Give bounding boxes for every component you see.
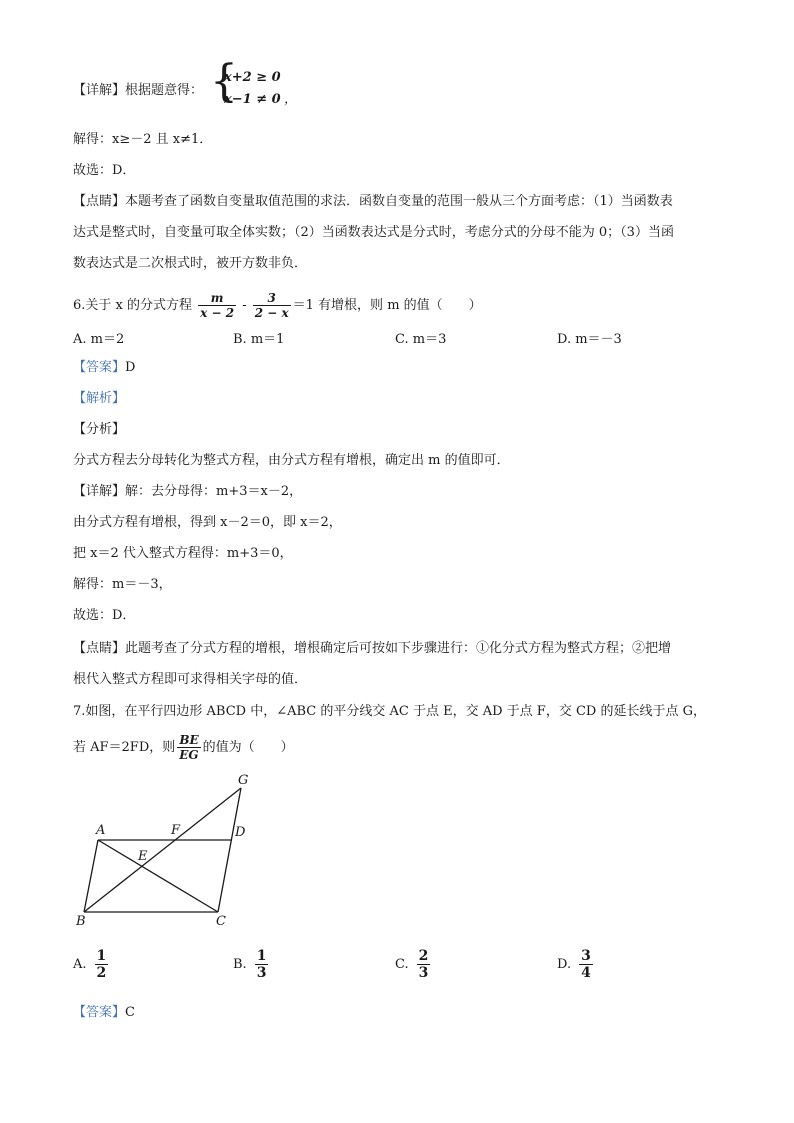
q6-f1-den: x − 2 <box>200 306 235 320</box>
q6-option-d[interactable]: D. m＝－3 <box>557 332 622 347</box>
q7-option-b-frac <box>255 948 269 981</box>
q7-options <box>73 948 713 988</box>
comment-tag: 【点睛】 <box>73 194 126 209</box>
q7-option-c[interactable] <box>395 948 430 981</box>
q7-option-b-den: 3 <box>256 965 267 981</box>
q6-f2-num: 3 <box>253 291 291 306</box>
q6-step-2: 把 x＝2 代入整式方程得：m+3＝0， <box>73 546 293 561</box>
label-d: D <box>235 825 246 840</box>
detail-line-1 <box>73 82 203 100</box>
q7-l2-post: 的值为（ ） <box>202 740 294 755</box>
question-6 <box>73 288 482 324</box>
q6-option-a[interactable]: A. m＝2 <box>73 332 125 347</box>
q7-option-d-frac <box>579 948 593 981</box>
q6-comment-2: 根代入整式方程即可求得相关字母的值． <box>73 672 308 687</box>
q6-detail-tag: 【详解】 <box>73 484 126 499</box>
q6-prefix: 6.关于 x 的分式方程 <box>73 298 192 313</box>
choose-line: 故选：D． <box>73 163 136 178</box>
comment-text-1: 本题考查了函数自变量取值范围的求法．函数自变量的范围一般从三个方面考虑：（1）当函数表 <box>125 194 673 209</box>
system-tail: ， <box>284 92 298 107</box>
q7-option-a-frac <box>95 948 109 981</box>
question-7-line-1: 7.如图，在平行四边形 ABCD 中，∠ABC 的平分线交 AC 于点 E，交 AD 于点 F，交 CD 的延长线于点 G， <box>73 704 706 719</box>
label-f: F <box>171 823 181 838</box>
q6-step-1: 由分式方程有增根，得到 x－2＝0，即 x＝2， <box>73 515 342 530</box>
q6-fenxi: 分式方程去分母转化为整式方程，由分式方程有增根，确定出 m 的值即可． <box>73 453 510 468</box>
q7-option-d-num: 3 <box>581 948 591 964</box>
q7-answer <box>73 1004 135 1022</box>
q6-detail-text: 解：去分母得：m+3＝x－2， <box>125 484 303 499</box>
q7-fraction <box>177 733 200 762</box>
detail-text: 根据题意得： <box>125 83 204 98</box>
segment-bg <box>84 788 241 912</box>
q7-answer-value: C <box>125 1005 135 1020</box>
question-7-line-2 <box>73 730 294 766</box>
q6-comment-1 <box>73 640 671 658</box>
q6-option-c[interactable]: C. m＝3 <box>395 332 447 347</box>
q7-frac-num: BE <box>177 733 200 748</box>
q7-option-c-num: 2 <box>418 948 429 964</box>
q7-option-a-letter: A. <box>73 957 87 972</box>
segment-ac <box>98 840 218 912</box>
q6-step-4: 故选：D． <box>73 608 136 623</box>
q6-fraction-1 <box>198 291 236 320</box>
q6-step-3: 解得：m＝－3， <box>73 577 172 592</box>
q7-answer-tag: 【答案】 <box>73 1005 126 1020</box>
label-e: E <box>138 849 148 864</box>
segment-cg <box>218 788 241 912</box>
q7-l2-pre: 若 AF＝2FD，则 <box>73 740 176 755</box>
q6-options <box>73 328 713 348</box>
q6-option-b[interactable]: B. m＝1 <box>233 332 285 347</box>
q7-option-c-frac <box>417 948 431 981</box>
system-eq-1: x+2 ≥ 0 <box>224 70 281 85</box>
q6-suffix: ＝1 有增根，则 m 的值（ ） <box>292 298 482 313</box>
q7-option-d-letter: D. <box>557 957 572 972</box>
q7-option-a-num: 1 <box>96 948 107 964</box>
q7-option-c-den: 3 <box>418 965 429 981</box>
q7-option-b-letter: B. <box>233 957 247 972</box>
q7-option-a-den: 2 <box>96 965 107 981</box>
q7-option-b-num: 1 <box>256 948 267 964</box>
q7-option-d-den: 4 <box>581 965 591 981</box>
segment-ab <box>84 840 98 912</box>
q6-f1-num: m <box>198 291 236 306</box>
q7-frac-den: EG <box>179 748 199 762</box>
parallelogram-figure <box>70 770 270 930</box>
q6-answer-value: D <box>125 360 136 375</box>
solve-line: 解得：x≥－2 且 x≠1． <box>73 132 213 147</box>
label-g: G <box>238 773 249 788</box>
q6-comment-text: 此题考查了分式方程的增根，增根确定后可按如下步骤进行：①化分式方程为整式方程；②把增 <box>125 641 672 656</box>
label-c: C <box>216 914 226 929</box>
label-b: B <box>76 914 86 929</box>
left-brace: { <box>210 56 238 107</box>
q6-f2-den: 2 − x <box>254 306 289 320</box>
q6-minus: - <box>238 298 251 313</box>
q6-fenxi-tag: 【分析】 <box>73 422 126 437</box>
q6-analysis-tag: 【解析】 <box>73 391 126 406</box>
q7-option-b[interactable] <box>233 948 268 981</box>
comment-line-3: 数表达式是二次根式时，被开方数非负． <box>73 256 308 271</box>
q7-option-c-letter: C. <box>395 957 409 972</box>
q6-answer <box>73 359 135 377</box>
q7-option-a[interactable] <box>73 948 108 981</box>
q6-detail <box>73 483 302 501</box>
q7-option-d[interactable] <box>557 948 593 981</box>
q6-answer-tag: 【答案】 <box>73 360 126 375</box>
detail-tag: 【详解】 <box>73 83 126 98</box>
q6-fraction-2 <box>253 291 291 320</box>
comment-line-1 <box>73 193 673 211</box>
comment-line-2: 达式是整式时，自变量可取全体实数；（2）当函数表达式是分式时，考虑分式的分母不能为 0；（3）当函 <box>73 225 674 240</box>
label-a: A <box>96 823 106 838</box>
q6-comment-tag: 【点睛】 <box>73 641 126 656</box>
inequality-system <box>210 56 298 110</box>
system-eq-2: x−1 ≠ 0 <box>224 92 281 107</box>
